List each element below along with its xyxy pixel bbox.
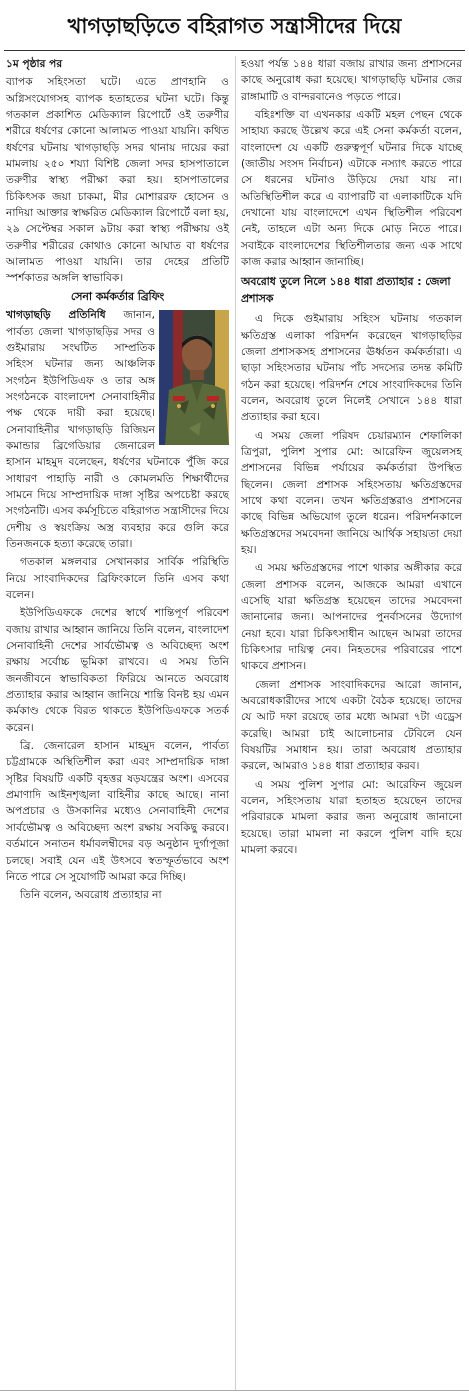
bottom-border (0, 1390, 469, 1391)
column-separator (235, 56, 236, 1390)
article-paragraph: ইউপিডিএফকে দেশের স্বার্থে শান্তিপূর্ণ পরিবেশ বজায় রাখার আহ্বান জানিয়ে তিনি বলেন, বাংলাদেশ সেনাবাহিনী দেশের সার্বভৌমত্ব ও অবিচ্ছেদ্য অংশ রক্ষায় সর্বোচ্চ ভূমিকা রাখবে। এ সময় তিনি জনজীবনে স্বাভাবিকতা ফিরিয়ে আনতে অবরোধ প্রত্যাহার করার আহ্বান জানিয়ে শান্তি বিনষ্ট হয় এমন কর্মকাণ্ড থেকে বিরত থাকতে ইউপিডিএফকে সতর্ক করেন। (6, 607, 229, 734)
article-text: জানান, পার্বত্য জেলা খাগড়াছড়ির সদর ও গুইমারায় সংঘটিত সাম্প্রতিক সহিংস ঘটনার জন্য আঞ্চলিক সংগঠন ইউপিডিএফ ও তার অঙ্গ সংগঠনকে বাংলাদেশ সেনাবাহিনীর পক্ষ থেকে দায়ী করা হয়েছে। সেনাবাহিনীর খাগড়াছড়ি রিজিয়ন কমান্ডার ব্রিগেডিয়ার জেনারেল হাসান মাহমুদ বলেছেন, ধর্ষণের ঘটনাকে পুঁজি করে সাধারণ পাহাড়ি নারী ও কোমলমতি শিক্ষার্থীদের সামনে দিয়ে সাম্প্রদায়িক দাঙ্গা সৃষ্টির অপচেষ্টা করছে সংগঠনটি। এসব কর্মসূচিতে বহিরাগত সন্ত্রাসীদের দিয়ে দেশীয় ও স্বয়ংক্রিয় অস্ত্র ব্যবহার করে গুলি করে তিনজনকে হত্যা করেছে তারা। (6, 309, 229, 550)
article-paragraph: এ দিকে গুইমারায় সহিংস ঘটনায় গতকাল ক্ষতিগ্রস্ত এলাকা পরিদর্শন করেছেন খাগড়াছড়ির জেলা প্রশাসকসহ প্রশাসনের ঊর্ধ্বতন কর্মকর্তারা। এ ছাড়া সহিংসতার ঘটনায় পাঁচ সদস্যের তদন্ত কমিটি গঠন করা হয়েছে। পরিদর্শন শেষে সাংবাদিকদের তিনি বলেন, অবরোধ তুলে নিলেই সেখানে ১৪৪ ধারা প্রত্যাহার করা হবে। (241, 313, 462, 424)
officer-photo (159, 310, 229, 445)
article-paragraph: তিনি বলেন, অবরোধ প্রত্যাহার না (20, 889, 162, 902)
officer-portrait-image (159, 310, 229, 445)
article-paragraph: এ সময় জেলা পরিষদ চেয়ারম্যান শেফালিকা ত্রিপুরা, পুলিশ সুপার মো: আরেফিন জুয়েলসহ প্রশাসনের বিভিন্ন পর্যায়ের কর্মকর্তারা উপস্থিত ছিলেন। জেলা প্রশাসক সহিংসতায় ক্ষতিগ্রস্তদের সাথে কথা বলেন। তখন ক্ষতিগ্রস্তরাও প্রশাসনের কাছে বিভিন্ন অভিযোগ তুলে ধরেন। পরিদর্শনকালে ক্ষতিগ্রস্তদের সমবেদনা জানিয়ে আর্থিক সহায়তা দেয়া হয়। (241, 429, 462, 556)
article-paragraph: হওয়া পর্যন্ত ১৪৪ ধারা বজায় রাখার জন্য প্রশাসনের কাছে অনুরোধ করা হয়েছে। খাগড়াছড়ি ঘটনার জের রাঙ্গামাটি ও বান্দরবানেও পড়তে পারে। (241, 58, 462, 103)
subhead-section-144: অবরোধ তুলে নিলে ১৪৪ ধারা প্রত্যাহার : জেলা প্রশাসক (241, 275, 451, 305)
headline: খাগড়াছড়িতে বহিরাগত সন্ত্রাসীদের দিয়ে (67, 14, 402, 38)
jump-label: ১ম পৃষ্ঠার পর (6, 58, 63, 70)
left-column (6, 56, 229, 906)
article-paragraph: গতকাল মঙ্গলবার সেখানকার সার্বিক পরিস্থিতি নিয়ে সাংবাদিকদের ব্রিফিংকালে তিনি এসব কথা বলেন। (6, 556, 229, 601)
article-paragraph: জেলা প্রশাসক সাংবাদিকদের আরো জানান, অবরোধকারীদের সাথে একটা বৈঠক হয়েছে। তাদের যে আট দফা রয়েছে তার মধ্যে আমরা ৭টা এড্রেস করেছি। আমরা চাই আলোচনার টেবিলে যেন বিষয়টির সমাধান হয়। তারা অবরোধ প্রত্যাহার করলে, আমরাও ১৪৪ ধারা প্রত্যাহার করব। (241, 678, 462, 773)
article-paragraph: এ সময় ক্ষতিগ্রস্তদের পাশে থাকার অঙ্গীকার করে জেলা প্রশাসক বলেন, আজকে আমরা এখানে এসেছি যারা ক্ষতিগ্রস্ত হয়েছেন তাদের সমবেদনা জানানোর জন্য। আপনাদের পুনর্বাসনের উদ্যোগ নেয়া হবে। যারা চিকিৎসাধীন আছেন আমরা তাদের চিকিৎসার দায়িত্ব নেব। নিহতদের পরিবারের পাশে থাকবে প্রশাসন। (241, 562, 462, 673)
article-paragraph: ব্যাপক সহিংসতা ঘটে। এতে প্রাণহানি ও অগ্নিসংযোগসহ ব্যাপক হতাহতের ঘটনা ঘটে। কিন্তু গতকাল প্রকাশিত মেডিক্যাল রিপোর্টে ওই তরুণীর শরীরে ধর্ষণের কোনো আলামত পাওয়া যায়নি। কথিত ধর্ষণের ঘটনায় খাগড়াছড়ি সদর থানায় দায়ের করা মামলায় ২৫০ শয্যা বিশিষ্ট জেলা সদর হাসপাতালে তরুণীর স্বাস্থ্য পরীক্ষা করা হয়। হাসপাতালের চিকিৎসক জয়া চাকমা, মীর মোশাররফ হোসেন ও নাদিয়া আক্তার স্বাক্ষরিত মেডিক্যাল রিপোর্টে বলা হয়, ২৯ সেপ্টেম্বর সকাল ৯টায় করা স্বাস্থ্য পরীক্ষায় ওই তরুণীর শরীরের কোথাও কোনো আঘাত বা ধর্ষণের আলামত পাওয়া যায়নি। তার দেহের প্রতিটি স্পর্শকাতর অঙ্গলি স্বাভাবিক। (6, 76, 229, 285)
right-column (241, 56, 462, 861)
article-paragraph: এ সময় পুলিশ সুপার মো: আরেফিন জুয়েল বলেন, সহিংসতায় যারা হতাহত হয়েছেন তাদের পরিবারকে মামলা করার জন্য অনুরোধ জানানো হয়েছে। তারা মামলা না করলে পুলিশ বাদি হয়ে মামলা করবে। (241, 778, 462, 857)
byline: খাগড়াছড়ি প্রতিনিধি (6, 309, 106, 322)
article-paragraph: ব্রি. জেনারেল হাসান মাহমুদ বলেন, পার্বত্য চট্টগ্রামকে অস্থিতিশীল করা এবং সাম্প্রদায়িক দাঙ্গা সৃষ্টির বিষয়টি একটি বৃহত্তর ষড়যন্ত্রের অংশ। এসবের প্রমাণাদি আইনশৃঙ্খলা বাহিনীর কাছে আছে। নানা অপপ্রচার ও উসকানির মধ্যেও সেনাবাহিনী দেশের সার্বভৌমত্ব ও অবিচ্ছেদ্য অংশ রক্ষায় সবকিছু করবে। বর্তমানে সনাতন ধর্মাবলম্বীদের বড় অনুষ্ঠান দুর্গাপূজা চলছে। সবাই যেন এই উৎসবে স্বতস্ফূর্তভাবে অংশ নিতে পারে সে সুযোগটি আমরা করে দিচ্ছি। (6, 740, 229, 883)
headline-rule (4, 50, 465, 51)
subhead-army-briefing: সেনা কর্মকর্তার ব্রিফিং (70, 289, 165, 303)
article-paragraph: বহিঃশক্তি বা এখনকার একটি মহল পেছন থেকে সাহায্য করছে উল্লেখ করে এই সেনা কর্মকর্তা বলেন, বাংলাদেশ যে একটি গুরুত্বপূর্ণ ঘটনার দিকে যাচ্ছে (জাতীয় সংসদ নির্বাচন) এটাকে নস্যাৎ করতে পারে সে ধরনের ঘটনাও উড়িয়ে দেয়া যায় না। অতিস্থিতিশীল করে এ ব্যাপারটি বা এলাকাটিকে যদি দেখানো যায় বাংলাদেশে এখন স্থিতিশীল পরিবেশ নেই, তাহলে এটা অন্য দিকে মোড় নিতে পারে। সবাইকে বাংলাদেশের স্থিতিশীলতার জন্য এক সাথে কাজ করার আহ্বান জানাচ্ছি। (241, 109, 462, 269)
